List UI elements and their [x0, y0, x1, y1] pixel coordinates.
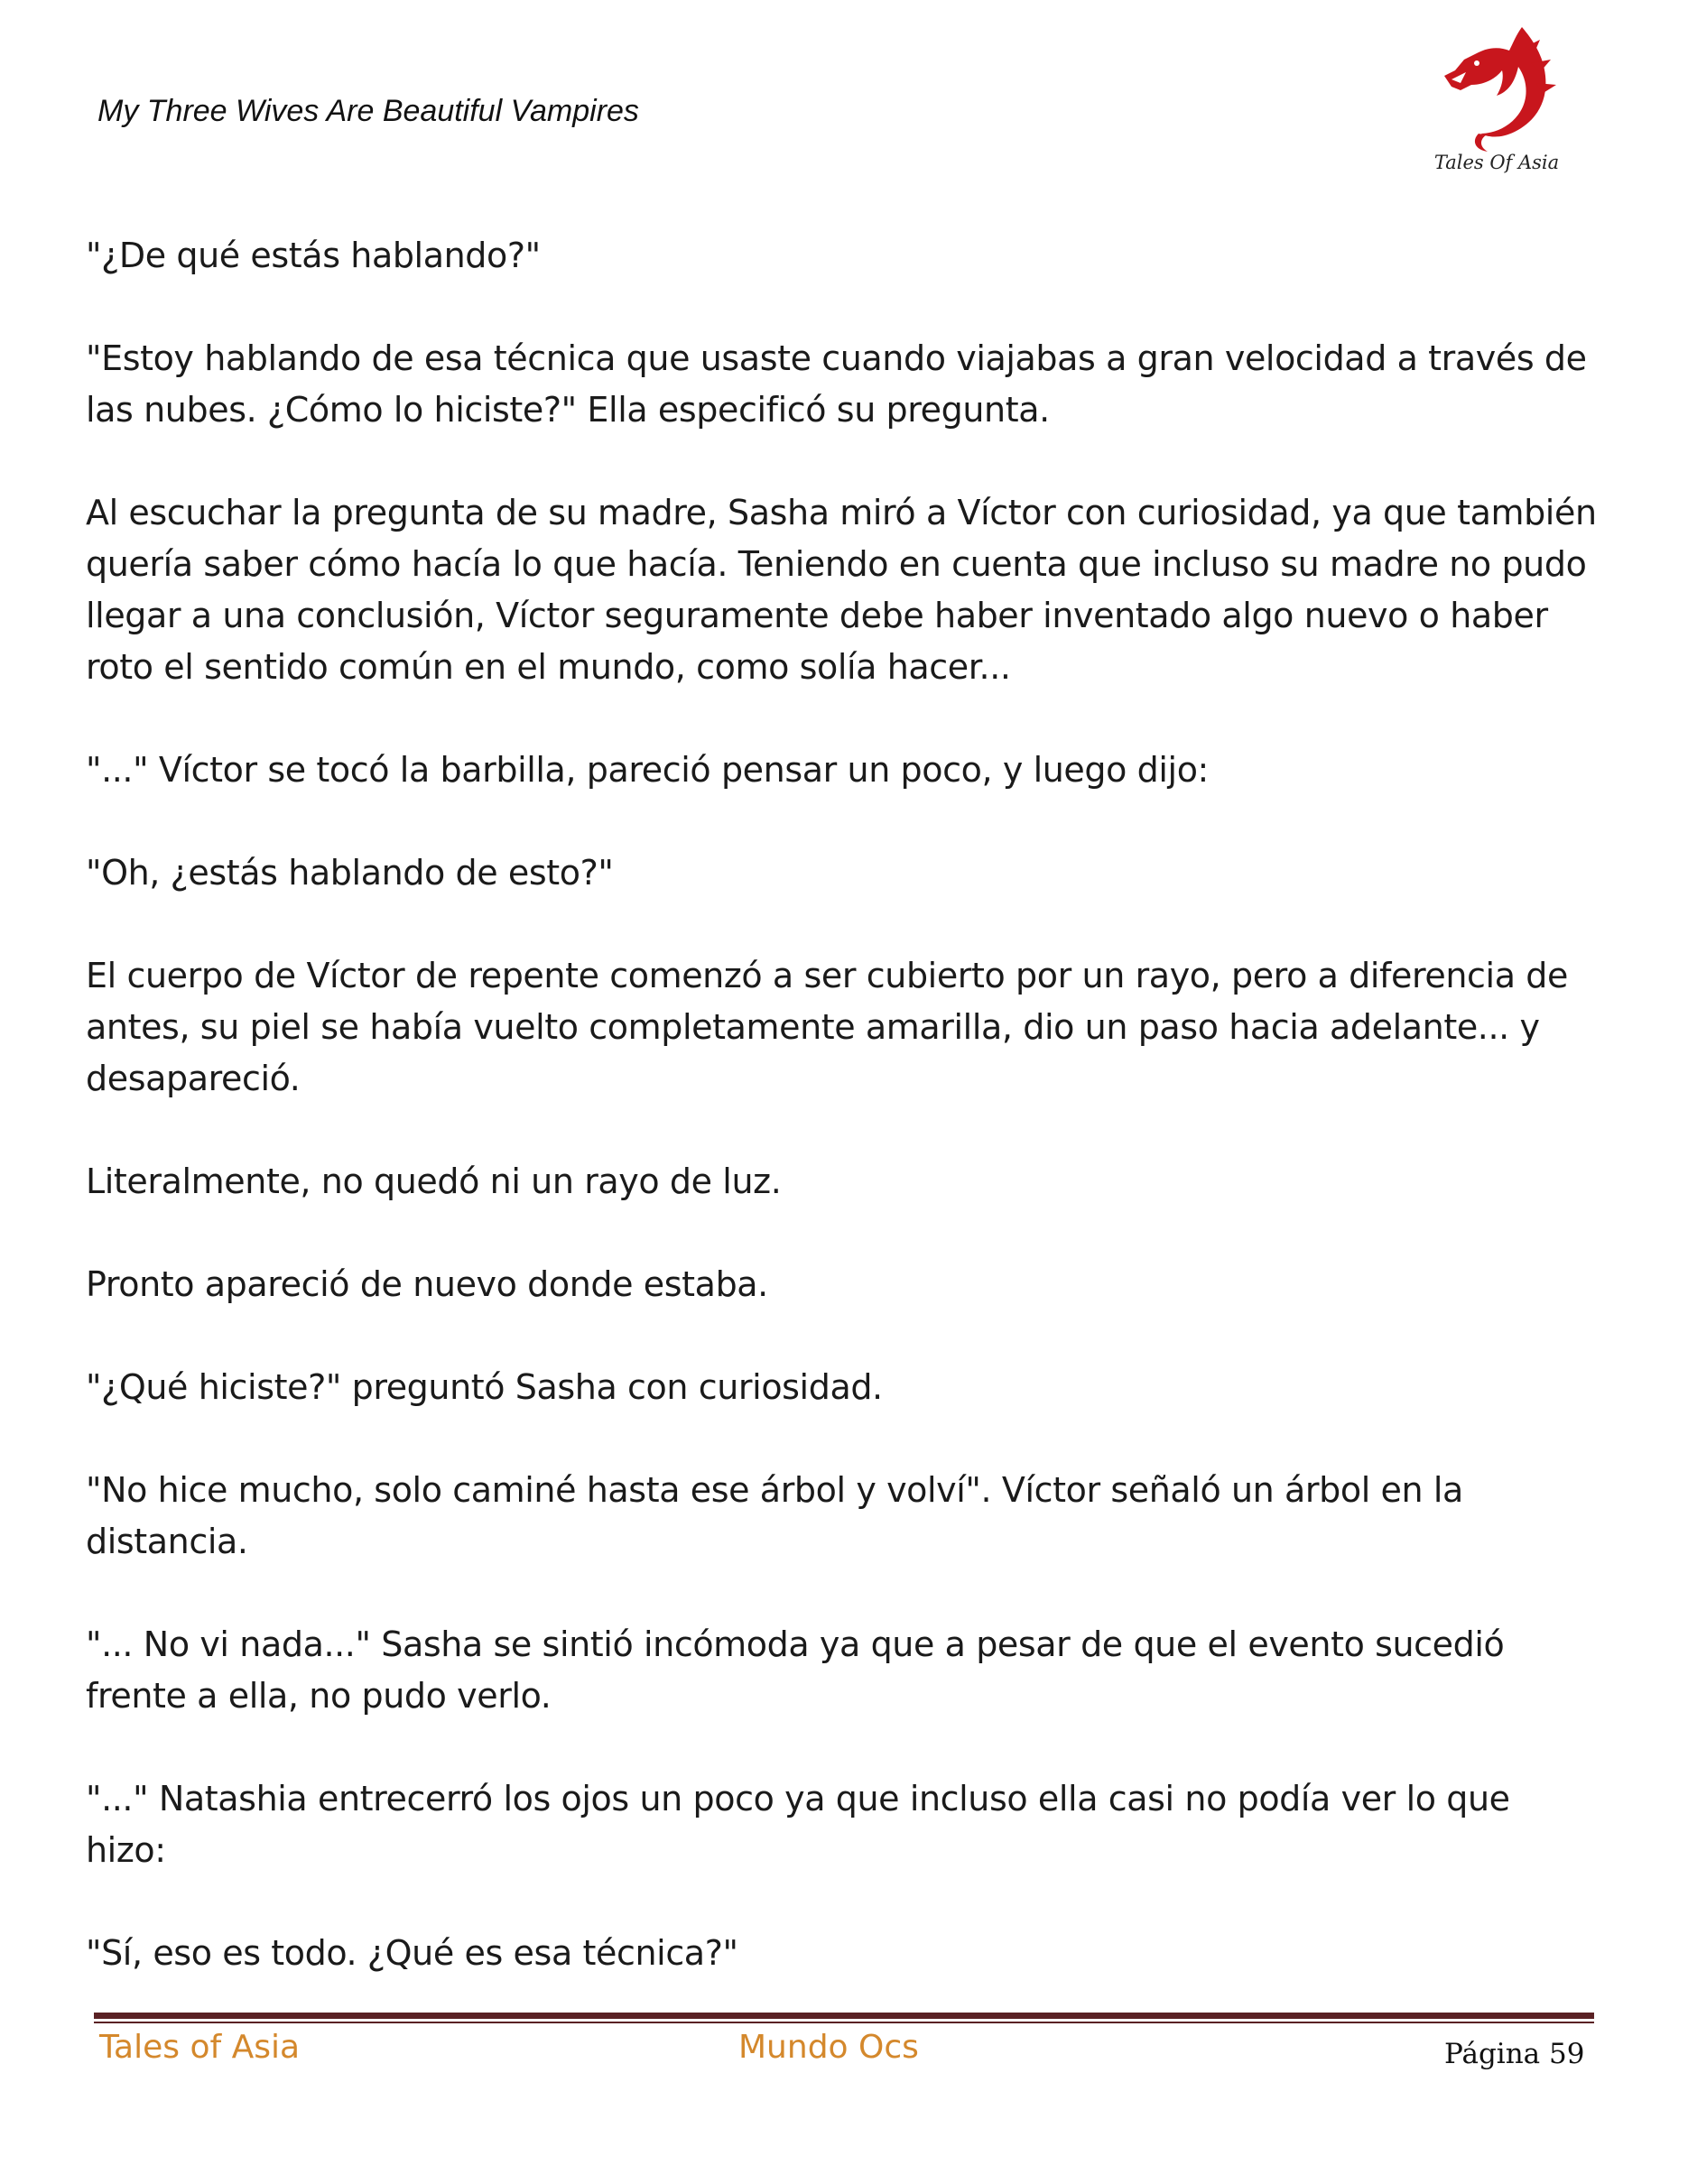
text-line: Al escuchar la pregunta de su madre, Sasha miró a Víctor con curiosidad, ya que también	[86, 493, 1597, 532]
text-line: distancia.	[86, 1522, 248, 1561]
paragraph	[86, 1259, 1620, 1310]
paragraph	[86, 1928, 1620, 1979]
document-title: My Three Wives Are Beautiful Vampires	[97, 94, 639, 128]
footer-divider	[94, 2013, 1594, 2023]
page-number: Página 59	[1444, 2038, 1585, 2070]
footer-publisher: Tales of Asia	[99, 2029, 301, 2066]
footer-site: Mundo Ocs	[738, 2029, 919, 2066]
paragraph	[86, 1156, 1620, 1208]
text-line: llegar a una conclusión, Víctor seguramente debe haber inventado algo nuevo o haber	[86, 596, 1548, 635]
page-body	[86, 230, 1620, 2031]
red-dragon-icon	[1424, 20, 1569, 155]
text-line: "..." Natashia entrecerró los ojos un poco ya que incluso ella casi no podía ver lo que	[86, 1779, 1510, 1818]
paragraph	[86, 1619, 1620, 1722]
text-line: frente a ella, no pudo verlo.	[86, 1676, 552, 1716]
paragraph	[86, 847, 1620, 899]
text-line: "Sí, eso es todo. ¿Qué es esa técnica?"	[86, 1933, 738, 1973]
text-line: "... No vi nada..." Sasha se sintió incómoda ya que a pesar de que el evento sucedió	[86, 1624, 1505, 1664]
text-line: hizo:	[86, 1830, 166, 1870]
text-line: "No hice mucho, solo caminé hasta ese árbol y volví". Víctor señaló un árbol en la	[86, 1470, 1463, 1510]
paragraph	[86, 1362, 1620, 1413]
text-line: "Oh, ¿estás hablando de esto?"	[86, 853, 614, 893]
text-line: El cuerpo de Víctor de repente comenzó a ser cubierto por un rayo, pero a diferencia de	[86, 956, 1568, 995]
paragraph	[86, 745, 1620, 796]
paragraph	[86, 487, 1620, 693]
text-line: las nubes. ¿Cómo lo hiciste?" Ella especificó su pregunta.	[86, 390, 1050, 430]
text-line: antes, su piel se había vuelto completamente amarilla, dio un paso hacia adelante... y	[86, 1007, 1540, 1047]
logo-text: Tales Of Asia	[1433, 152, 1560, 173]
text-line: "¿De qué estás hablando?"	[86, 236, 541, 275]
text-line: roto el sentido común en el mundo, como solía hacer...	[86, 647, 1011, 687]
text-line: Pronto apareció de nuevo donde estaba.	[86, 1264, 768, 1304]
text-line: Literalmente, no quedó ni un rayo de luz.	[86, 1161, 782, 1201]
paragraph	[86, 1773, 1620, 1876]
paragraph	[86, 333, 1620, 436]
paragraph	[86, 230, 1620, 282]
text-line: "¿Qué hiciste?" preguntó Sasha con curiosidad.	[86, 1367, 883, 1407]
text-line: "Estoy hablando de esa técnica que usaste cuando viajabas a gran velocidad a través de	[86, 338, 1587, 378]
text-line: desapareció.	[86, 1059, 301, 1098]
paragraph	[86, 950, 1620, 1105]
paragraph	[86, 1465, 1620, 1568]
publisher-logo	[1424, 20, 1569, 180]
text-line: "..." Víctor se tocó la barbilla, pareció pensar un poco, y luego dijo:	[86, 750, 1209, 790]
text-line: quería saber cómo hacía lo que hacía. Teniendo en cuenta que incluso su madre no pudo	[86, 544, 1587, 584]
